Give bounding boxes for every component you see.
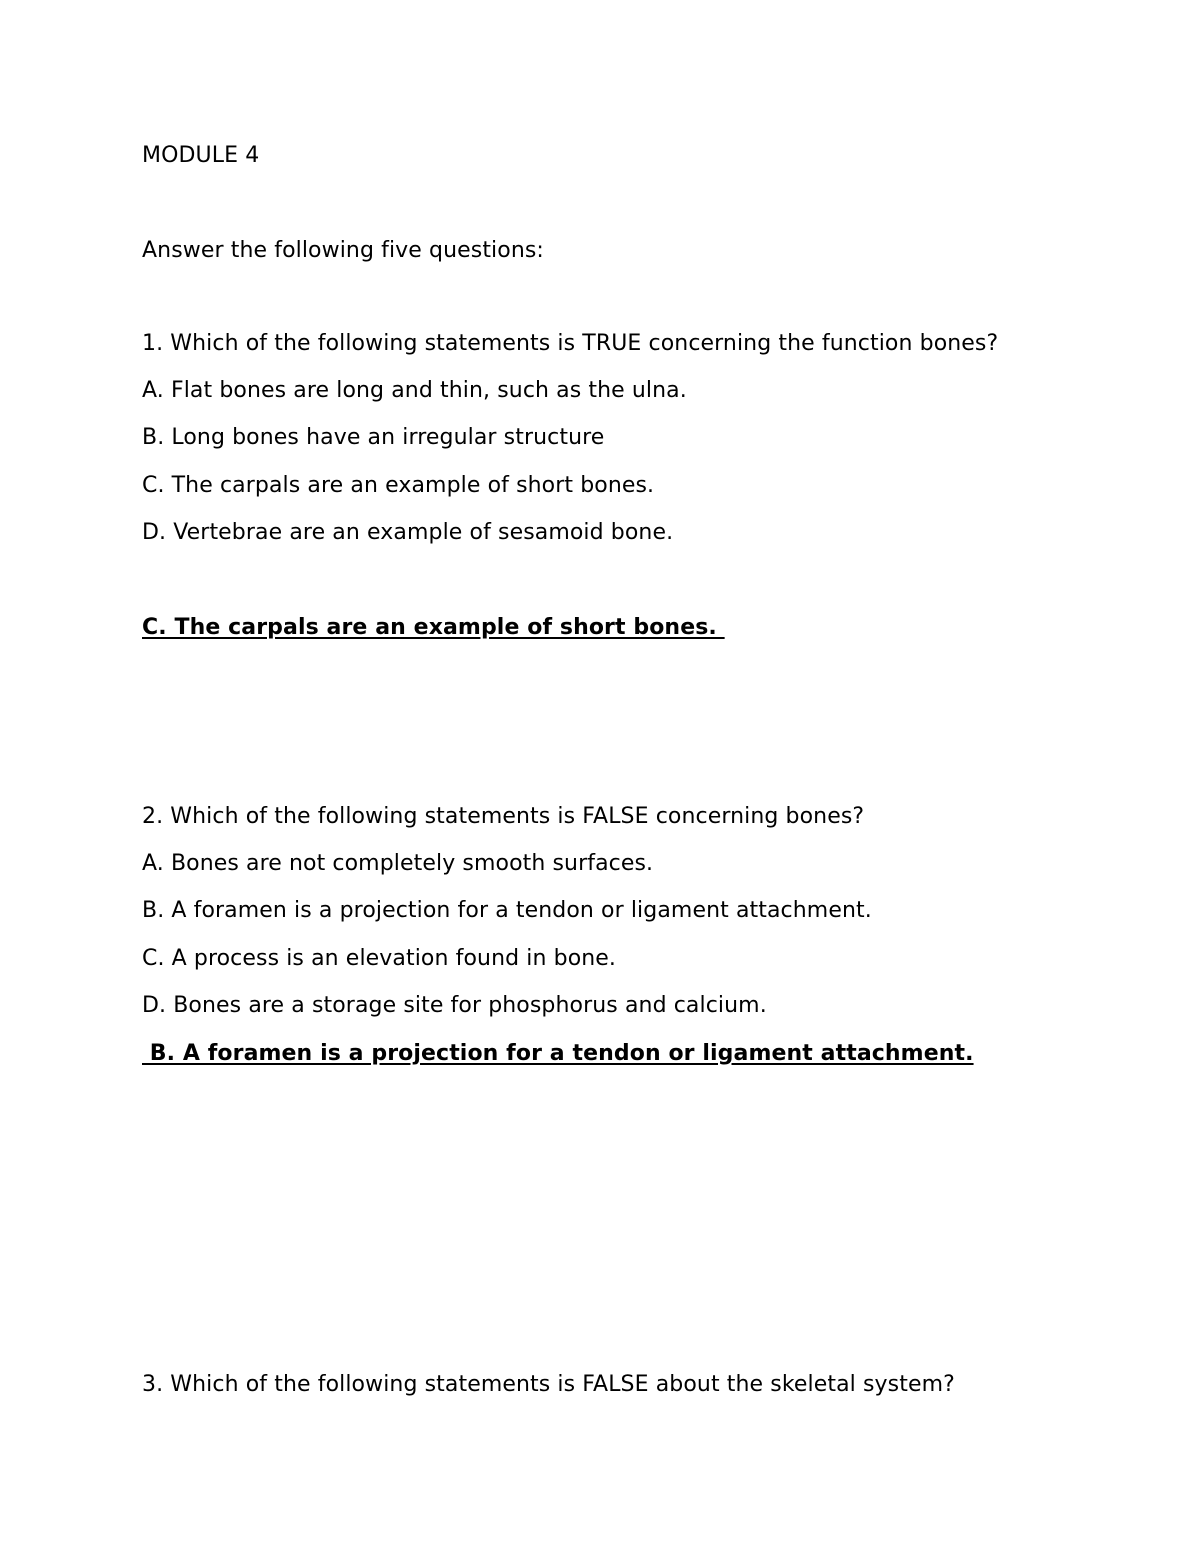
question-2-prompt: 2. Which of the following statements is FALSE concerning bones? xyxy=(142,804,865,829)
question-1-option-d: D. Vertebrae are an example of sesamoid bone. xyxy=(142,520,674,545)
question-2-option-b: B. A foramen is a projection for a tendon or ligament attachment. xyxy=(142,898,872,923)
question-1-option-b: B. Long bones have an irregular structure xyxy=(142,425,605,450)
question-2-option-a: A. Bones are not completely smooth surfaces. xyxy=(142,851,654,876)
question-1-prompt: 1. Which of the following statements is TRUE concerning the function bones? xyxy=(142,331,999,356)
question-1-option-c: C. The carpals are an example of short bones. xyxy=(142,473,655,498)
question-1-option-a: A. Flat bones are long and thin, such as the ulna. xyxy=(142,378,687,403)
question-2-answer: B. A foramen is a projection for a tendon or ligament attachment. xyxy=(142,1041,974,1066)
question-2-option-d: D. Bones are a storage site for phosphorus and calcium. xyxy=(142,993,767,1018)
question-3-prompt: 3. Which of the following statements is FALSE about the skeletal system? xyxy=(142,1372,955,1397)
question-2-option-c: C. A process is an elevation found in bone. xyxy=(142,946,617,971)
module-title: MODULE 4 xyxy=(142,143,260,168)
question-1-answer: C. The carpals are an example of short bones. xyxy=(142,615,725,640)
instructions: Answer the following five questions: xyxy=(142,238,544,263)
